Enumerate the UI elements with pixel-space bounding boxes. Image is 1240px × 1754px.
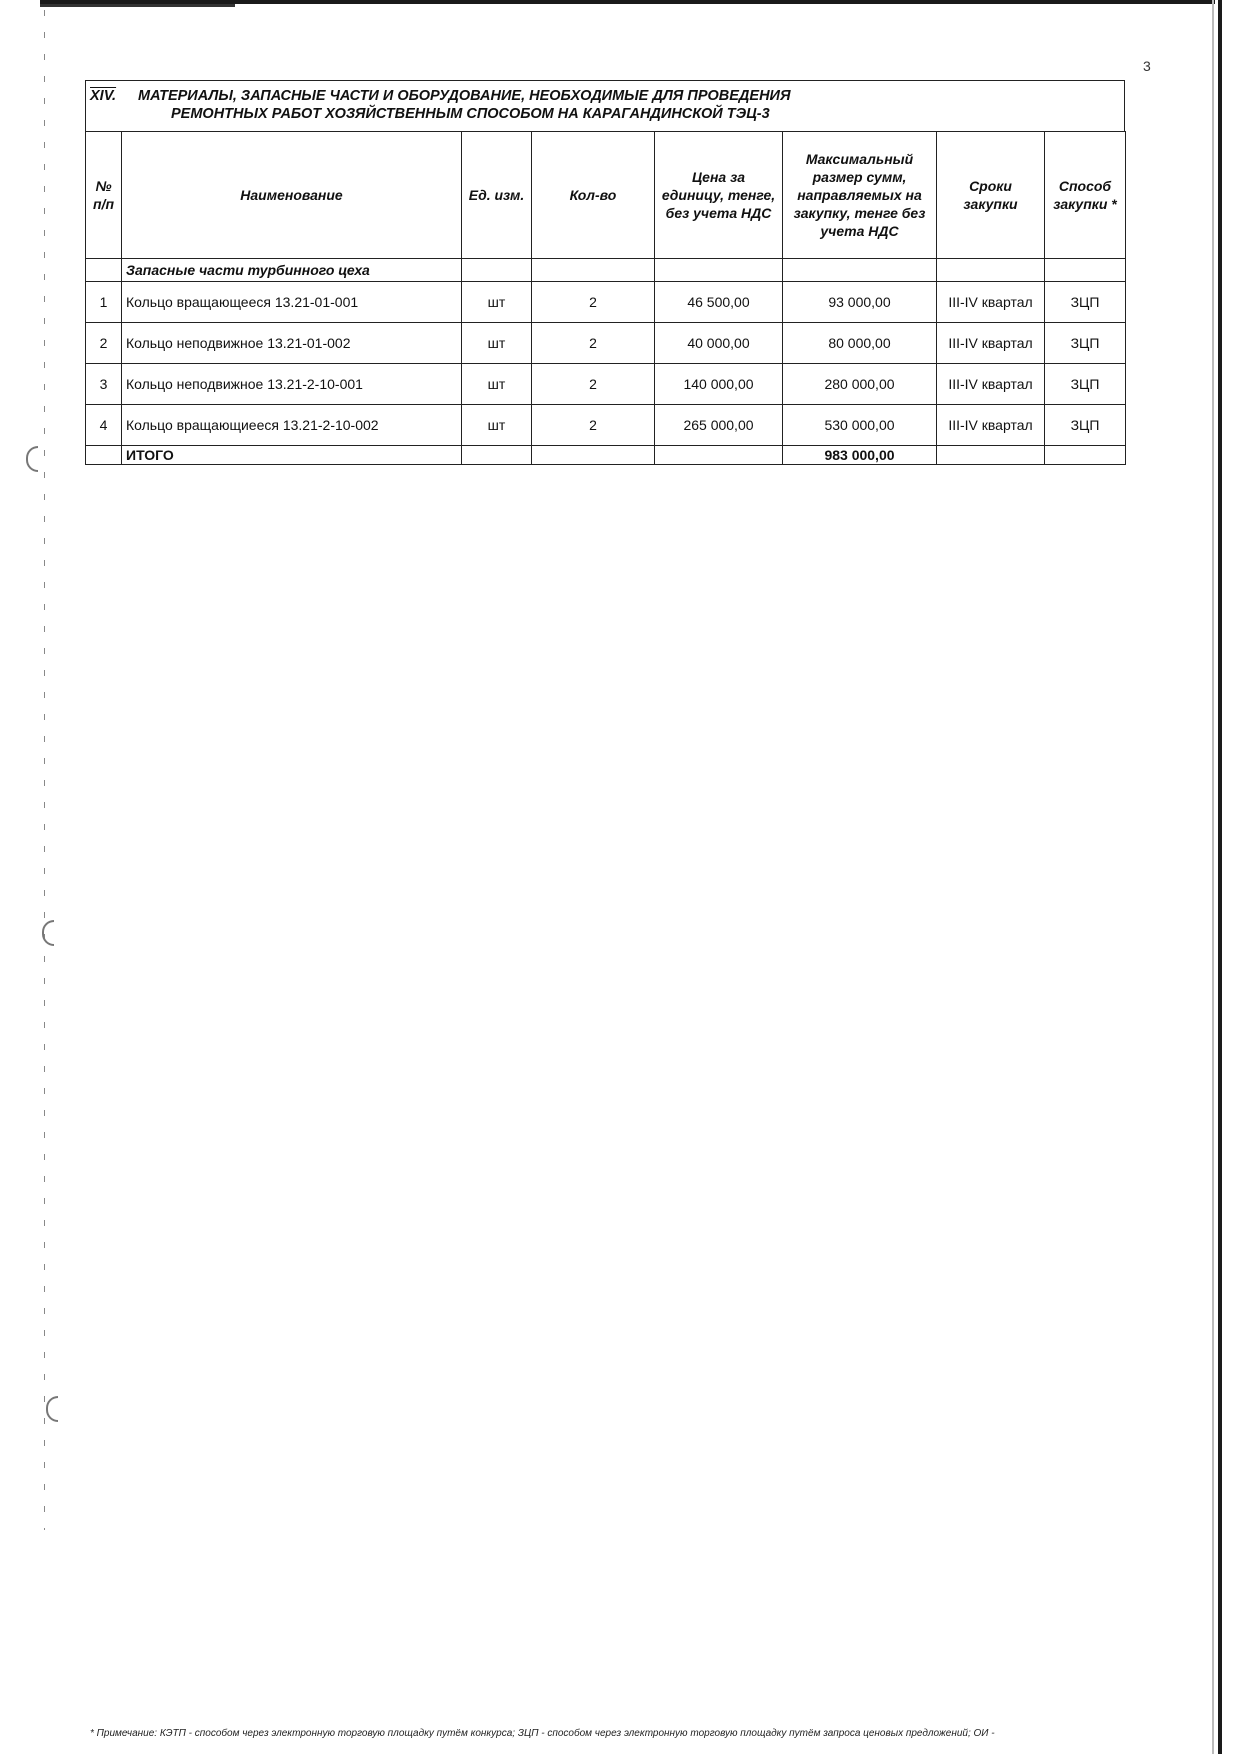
row-unit: шт (462, 364, 532, 405)
row-number: 1 (86, 282, 122, 323)
scan-edge-right-shadow (1212, 0, 1214, 1754)
scan-edge-right (1218, 0, 1222, 1754)
row-sum: 80 000,00 (783, 323, 937, 364)
row-unit: шт (462, 323, 532, 364)
header-max-sum: Максимальный размер сумм, направляемых на закупку, тенге без учета НДС (783, 132, 937, 259)
row-unit: шт (462, 282, 532, 323)
punch-hole-mark (46, 1396, 58, 1422)
row-method: ЗЦП (1045, 323, 1126, 364)
row-price: 46 500,00 (655, 282, 783, 323)
row-method: ЗЦП (1045, 405, 1126, 446)
document-body (85, 80, 1125, 465)
total-empty-cell (655, 446, 783, 465)
header-term: Сроки закупки (937, 132, 1045, 259)
group-empty-cell (655, 259, 783, 282)
table-header-row (86, 132, 1126, 259)
row-term: III-IV квартал (937, 364, 1045, 405)
total-empty-cell (937, 446, 1045, 465)
scan-edge-left (44, 10, 45, 1530)
total-empty-cell (86, 446, 122, 465)
total-empty-cell (1045, 446, 1126, 465)
group-empty-cell (937, 259, 1045, 282)
row-name: Кольцо вращающиееся 13.21-2-10-002 (122, 405, 462, 446)
group-empty-cell (86, 259, 122, 282)
header-number: № п/п (86, 132, 122, 259)
row-price: 140 000,00 (655, 364, 783, 405)
section-title-line-2: РЕМОНТНЫХ РАБОТ ХОЗЯЙСТВЕННЫМ СПОСОБОМ НА КАРАГАНДИНСКОЙ ТЭЦ-3 (171, 106, 770, 122)
row-name: Кольцо вращающееся 13.21-01-001 (122, 282, 462, 323)
table-row (86, 323, 1126, 364)
table-total-row (86, 446, 1126, 465)
table-row (86, 364, 1126, 405)
header-unit: Ед. изм. (462, 132, 532, 259)
section-title-line-1: МАТЕРИАЛЫ, ЗАПАСНЫЕ ЧАСТИ И ОБОРУДОВАНИЕ, НЕОБХОДИМЫЕ ДЛЯ ПРОВЕДЕНИЯ (138, 88, 791, 104)
row-number: 4 (86, 405, 122, 446)
total-sum: 983 000,00 (783, 446, 937, 465)
row-number: 2 (86, 323, 122, 364)
group-empty-cell (532, 259, 655, 282)
group-empty-cell (1045, 259, 1126, 282)
group-empty-cell (783, 259, 937, 282)
row-sum: 280 000,00 (783, 364, 937, 405)
row-term: III-IV квартал (937, 405, 1045, 446)
header-unit-price: Цена за единицу, тенге, без учета НДС (655, 132, 783, 259)
row-name: Кольцо неподвижное 13.21-2-10-001 (122, 364, 462, 405)
section-number: XIV. (90, 88, 117, 104)
row-quantity: 2 (532, 323, 655, 364)
total-empty-cell (462, 446, 532, 465)
total-label: ИТОГО (122, 446, 462, 465)
row-name: Кольцо неподвижное 13.21-01-002 (122, 323, 462, 364)
table-row (86, 405, 1126, 446)
procurement-table (85, 131, 1126, 465)
group-empty-cell (462, 259, 532, 282)
row-quantity: 2 (532, 282, 655, 323)
footnote: * Примечание: КЭТП - способом через электронную торговую площадку путём конкурса; ЗЦП - способом через электронную торговую площадку путём запроса ценовых предложений; ОИ - (90, 1728, 995, 1739)
table-group-row (86, 259, 1126, 282)
punch-hole-mark (26, 446, 38, 472)
row-sum: 530 000,00 (783, 405, 937, 446)
row-unit: шт (462, 405, 532, 446)
group-label: Запасные части турбинного цеха (122, 259, 462, 282)
row-method: ЗЦП (1045, 282, 1126, 323)
scan-edge-top-mark (40, 4, 235, 7)
row-term: III-IV квартал (937, 282, 1045, 323)
header-name: Наименование (122, 132, 462, 259)
row-quantity: 2 (532, 364, 655, 405)
section-title-row (86, 87, 1124, 105)
header-method: Способ закупки * (1045, 132, 1126, 259)
row-term: III-IV квартал (937, 323, 1045, 364)
total-empty-cell (532, 446, 655, 465)
header-quantity: Кол-во (532, 132, 655, 259)
row-price: 265 000,00 (655, 405, 783, 446)
row-method: ЗЦП (1045, 364, 1126, 405)
table-row (86, 282, 1126, 323)
section-title-box (85, 80, 1125, 131)
row-quantity: 2 (532, 405, 655, 446)
row-number: 3 (86, 364, 122, 405)
row-sum: 93 000,00 (783, 282, 937, 323)
page-number: 3 (1143, 58, 1151, 74)
row-price: 40 000,00 (655, 323, 783, 364)
